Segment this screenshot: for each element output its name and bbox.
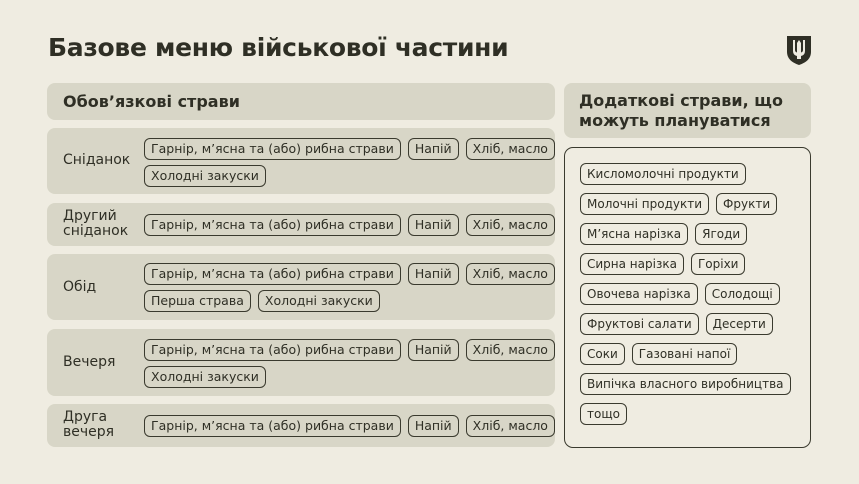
meal-label: Друга вечеря xyxy=(63,409,115,440)
extra-dish-chip: Газовані напої xyxy=(632,343,738,365)
dish-chip: Хліб, масло xyxy=(466,339,555,361)
meal-label: Сніданок xyxy=(63,152,131,168)
meal-label: Другий сніданок xyxy=(63,208,129,239)
meal-row-second-dinner xyxy=(47,404,555,447)
dish-chip: Напій xyxy=(408,263,459,285)
meal-row-second-breakfast xyxy=(47,203,555,246)
dish-chip: Напій xyxy=(408,339,459,361)
dish-chip: Хліб, масло xyxy=(466,138,555,160)
extra-dish-chip: Молочні продукти xyxy=(580,193,709,215)
extra-dish-chip: Солодощі xyxy=(705,283,780,305)
dish-chip: Гарнір, м’ясна та (або) рибна страви xyxy=(144,415,401,437)
dish-chip: Гарнір, м’ясна та (або) рибна страви xyxy=(144,339,401,361)
dish-chip: Холодні закуски xyxy=(144,366,266,388)
extra-dish-chip: Ягоди xyxy=(695,223,747,245)
dish-chip: Холодні закуски xyxy=(144,165,266,187)
extra-dish-chip: Випічка власного виробництва xyxy=(580,373,791,395)
extra-dish-chip: Фруктові салати xyxy=(580,313,699,335)
meal-row-breakfast xyxy=(47,128,555,194)
dish-chip: Хліб, масло xyxy=(466,415,555,437)
meal-label: Вечеря xyxy=(63,354,116,370)
dish-chip: Напій xyxy=(408,415,459,437)
dish-chip: Перша страва xyxy=(144,290,251,312)
dish-chip: Напій xyxy=(408,138,459,160)
extra-dish-chip: тощо xyxy=(580,403,627,425)
dish-chip: Гарнір, м’ясна та (або) рибна страви xyxy=(144,138,401,160)
extra-dish-chip: М’ясна нарізка xyxy=(580,223,688,245)
dish-chip: Гарнір, м’ясна та (або) рибна страви xyxy=(144,214,401,236)
meal-label: Обід xyxy=(63,279,97,295)
dish-chip: Напій xyxy=(408,214,459,236)
extra-dish-chip: Горіхи xyxy=(691,253,746,275)
trident-shield-icon xyxy=(785,34,813,66)
extra-dish-chip: Фрукти xyxy=(716,193,777,215)
dish-chip: Холодні закуски xyxy=(258,290,380,312)
dish-chip: Гарнір, м’ясна та (або) рибна страви xyxy=(144,263,401,285)
extra-dish-chip: Десерти xyxy=(706,313,773,335)
mandatory-header: Обов’язкові страви xyxy=(47,83,555,120)
page-title: Базове меню військової частини xyxy=(48,33,509,62)
dish-chip: Хліб, масло xyxy=(466,263,555,285)
additional-header: Додаткові страви, що можуть плануватися xyxy=(564,83,811,138)
meal-row-lunch xyxy=(47,254,555,320)
meal-row-dinner xyxy=(47,329,555,396)
extra-dish-chip: Овочева нарізка xyxy=(580,283,698,305)
extra-dish-chip: Сирна нарізка xyxy=(580,253,684,275)
dish-chip: Хліб, масло xyxy=(466,214,555,236)
additional-dishes-box xyxy=(564,147,811,448)
extra-dish-chip: Кисломолочні продукти xyxy=(580,163,746,185)
extra-dish-chip: Соки xyxy=(580,343,625,365)
